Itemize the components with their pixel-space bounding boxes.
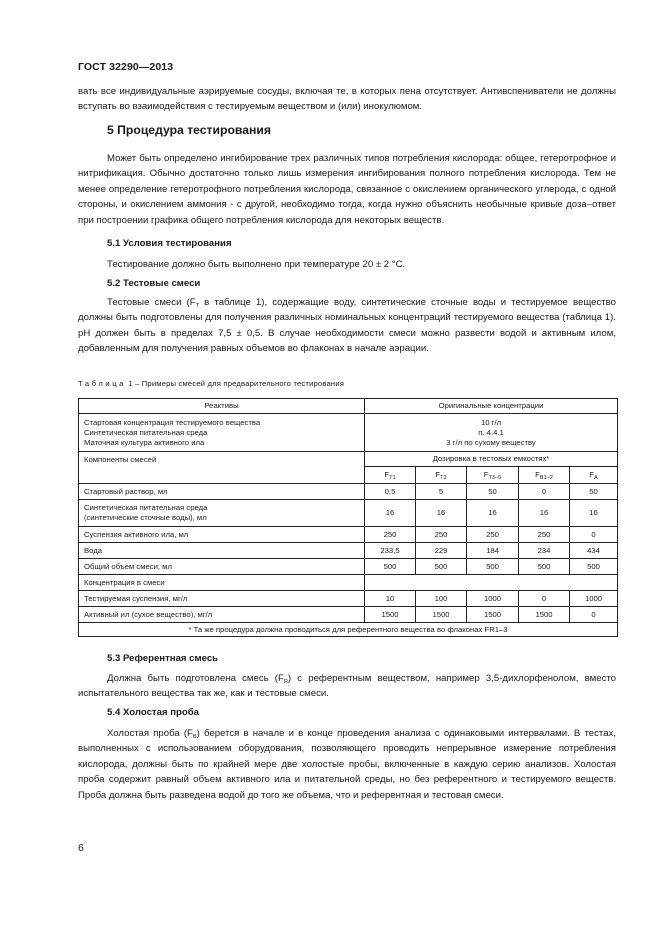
table-header-row <box>79 399 618 414</box>
table-row: Стартовый раствор, мл 0,5 5 50 0 50 <box>79 484 618 500</box>
table-footnote: * Та же процедура должна проводиться для референтного вещества во флаконах FR1–3 <box>79 623 618 637</box>
standard-header: ГОСТ 32290—2013 <box>78 61 174 73</box>
dosing-label: Дозировка в тестовых емкостях* <box>365 452 618 467</box>
mixtures-table <box>78 398 618 637</box>
components-label: Компоненты смесей <box>79 452 365 484</box>
stock-values: 10 г/л п. 4.4.1 3 г/л по сухому веществу <box>365 414 618 452</box>
table-row: Активный ил (сухое вещество), мг/л 1500 1500 1500 1500 0 <box>79 607 618 623</box>
table-row-stock <box>79 414 618 452</box>
section-5-1-title: 5.1 Условия тестирования <box>107 238 232 249</box>
table-row: Тестируемая суспензия, мг/л 10 100 1000 0 1000 <box>79 591 618 607</box>
table-row-components <box>79 452 618 467</box>
head-original-concentrations: Оригинальные концентрации <box>365 399 618 414</box>
head-reagents: Реактивы <box>79 399 365 414</box>
table-row: Общий объем смеси, мл 500 500 500 500 500 <box>79 559 618 575</box>
section-5-4-text: Холостая проба $(F_B)$ берется в начале и в конце проведения анализа с одинаковыми интервалами. В тестах, выполненных с использованием оборудования, позволяющего проводить непрерывное измерение потребления кислорода, должны быть по крайней мере две холостые пробы, включенные в каждую серию анализов. Холостая проба содержит равный объем активного ила и питательной среды, но без референтного и тестируемого веществ. Проба должна быть разведена водой до того же объема, что и референтная и тестовая смеси. <box>78 728 616 801</box>
flask-col-a: $F_A$ <box>570 467 618 484</box>
table-row: Синтетическая питательная среда (синтетические сточные воды), мл 16 16 16 16 16 <box>79 500 618 527</box>
section-5-title: 5 Процедура тестирования <box>107 123 271 137</box>
section-5-paragraph: Может быть определено ингибирование трех различных типов потребления кислорода: общее, гетеротрофное и нитрификация. Обычно достаточно только лишь измерения ингибирования полного потребления кислорода. Тем не менее определение гетеротрофного потребления кислорода, связанное с окислением органического углерода, с одной стороны, и окислением аммония - с другой, необходимо тогда, когда нужно объяснить необычные кривые доза–ответ при построении графика общего потребления кислорода для некоторых веществ. <box>78 153 616 226</box>
concentration-label: Концентрация в смеси <box>79 575 365 591</box>
table-row-concentration <box>79 575 618 591</box>
table-footnote-row <box>79 623 618 637</box>
section-5-4-title: 5.4 Холостая проба <box>107 707 200 718</box>
table-row: Суспензия активного ила, мл 250 250 250 250 0 <box>79 527 618 543</box>
section-5-2-title: 5.2 Тестовые смеси <box>107 278 201 289</box>
intro-paragraph: вать все индивидуальные аэрируемые сосуды, включая те, в которых пена отсутствует. Антивспениватели не должны вступать во взаимодействия с тестируемым веществом и (или) инокулюмом. <box>78 86 616 113</box>
section-5-2-text: Тестовые смеси ($F_T$ в таблице 1), содержащие воду, синтетические сточные воды и тестируемое вещество должны быть подготовлены для получения различных номинальных концентраций тестируемого вещества (таблица 1). pH должен быть в пределах 7,5 ± 0,5. В случае необходимости смеси можно развести водой и активным илом, добавленным для получения равных объемов во флаконах в начале аэрации. <box>78 297 616 355</box>
flask-col-t2: $F_{T2}$ <box>416 467 467 484</box>
page-number: 6 <box>78 842 84 854</box>
flask-col-t1: $F_{T1}$ <box>365 467 416 484</box>
section-5-3-text: Должна быть подготовлена смесь $(F_R)$ с референтным веществом, например 3,5-дихлорфенолом, вместо испытательного вещества так же, как и тестовые смеси. <box>78 673 616 700</box>
flask-col-t3-5: $F_{T3-5}$ <box>467 467 519 484</box>
section-5-1-text: Тестирование должно быть выполнено при температуре 20 ± 2 °C. <box>107 259 406 270</box>
flask-col-b1-2: $F_{B1-2}$ <box>519 467 570 484</box>
stock-labels: Стартовая концентрация тестируемого вещества Синтетическая питательная среда Маточная культура активного ила <box>79 414 365 452</box>
section-5-3-title: 5.3 Референтная смесь <box>107 653 219 664</box>
table-caption: Таблица 1 – Примеры смесей для предварительного тестирования <box>78 379 345 388</box>
table-row: Вода 233,5 229 184 234 434 <box>79 543 618 559</box>
